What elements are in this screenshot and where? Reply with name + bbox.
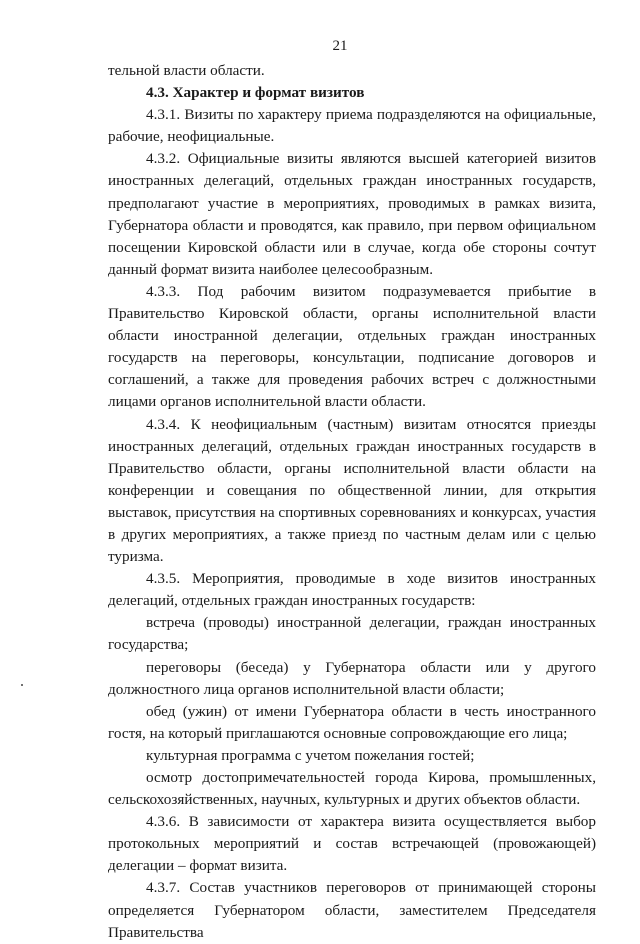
scan-speck: [21, 684, 23, 686]
list-item-dinner: обед (ужин) от имени Губернатора области в честь иностранного гостя, на который приглашаются основные сопровождающие его лица;: [108, 702, 596, 742]
list-item-sightseeing: осмотр достопримечательностей города Кирова, промышленных, сельскохозяйственных, научных, культурных и других объектов области.: [108, 769, 596, 809]
page-number: 21: [332, 38, 348, 54]
list-item-meeting: встреча (проводы) иностранной делегации, граждан иностранных государства;: [108, 614, 596, 654]
document-body: [108, 60, 596, 944]
continuation-text: тельной власти области.: [108, 62, 265, 79]
paragraph-4-3-2: 4.3.2. Официальные визиты являются высшей категорией визитов иностранных делегаций, отдельных граждан иностранных государств, предполагают участие в мероприятиях, проводимых в рамках визита, Губернатора области и проводятся, как правило, при первом официальном посещении Кировской области или в случае, когда обе стороны сочтут данный формат визита наиболее целесообразным.: [108, 150, 596, 278]
paragraph-4-3-4: 4.3.4. К неофициальным (частным) визитам относятся приезды иностранных делегаций, отдельных граждан иностранных государств в Правительство области, органы исполнительной власти области на конференции и совещания по общественной линии, для открытия выставок, присутствия на спортивных соревнованиях и конкурсах, участия в других мероприятиях, а также приезд по частным делам или с целью туризма.: [108, 415, 596, 566]
list-item-negotiations: переговоры (беседа) у Губернатора области или у другого должностного лица органов исполнительной власти области;: [108, 658, 596, 698]
list-item-cultural-program: культурная программа с учетом пожелания гостей;: [146, 746, 475, 764]
paragraph-4-3-5: 4.3.5. Мероприятия, проводимые в ходе визитов иностранных делегаций, отдельных граждан иностранных государств:: [108, 570, 596, 610]
paragraph-4-3-6: 4.3.6. В зависимости от характера визита осуществляется выбор протокольных мероприятий и состав встречающей (провожающей) делегации – формат визита.: [108, 813, 596, 875]
section-heading: 4.3. Характер и формат визитов: [146, 84, 365, 102]
paragraph-4-3-1: 4.3.1. Визиты по характеру приема подразделяются на официальные, рабочие, неофициальные.: [108, 106, 596, 146]
paragraph-4-3-3: 4.3.3. Под рабочим визитом подразумевается прибытие в Правительство Кировской области, органы исполнительной власти области иностранной делегации, отдельных граждан иностранных государств на переговоры, консультации, подписание договоров и соглашений, а также для проведения рабочих встреч с должностными лицами органов исполнительной власти области.: [108, 282, 596, 411]
paragraph-4-3-7: 4.3.7. Состав участников переговоров от принимающей стороны определяется Губернатором области, заместителем Председателя Правительства: [108, 879, 596, 941]
